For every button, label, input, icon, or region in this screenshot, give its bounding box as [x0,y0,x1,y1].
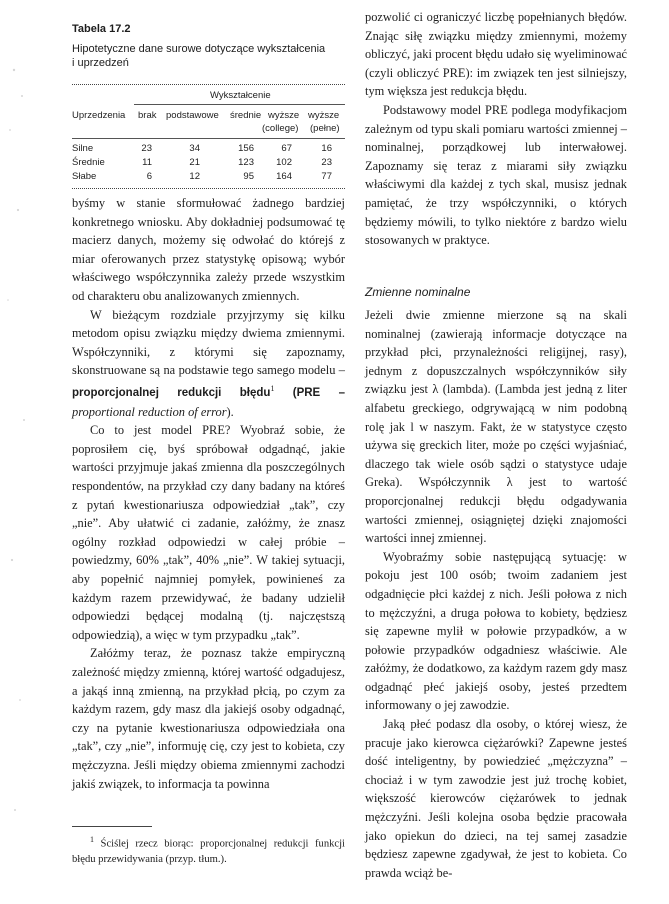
table-cell: 95 [243,171,254,182]
col-header-3: wyższe [268,110,300,121]
table-bottom-rule [72,188,345,189]
pre-close: ). [226,404,234,419]
table-cell: 67 [281,143,292,154]
table-label: Tabela 17.2 [72,23,131,35]
col-sub-4: (pełne) [310,123,340,134]
left-paragraph-2 [72,306,345,422]
right-column-text-bottom [365,306,627,882]
scan-margin-shadow [0,0,40,899]
pre-english: proportional reduction of error [72,404,227,419]
left-paragraph-4: Załóżmy teraz, że poznasz także empiryczną zależność między zmienną, której wartość odgadujesz, a jakąś inną zmienną, na przykład płcią, po czym za każdym razem, gdy masz dla jakiejś osoby odgadnąć, czy na pytanie kwestionariusza odpowiedziała ona „tak”, czy „nie”, informuję cię, czy jest to kobieta, czy mężczyzna. Jeśli między obiema zmiennymi zachodzi jakiś związek, to informacja ta powinna [72,646,345,791]
pre-abbrev: (PRE – [292,387,345,400]
table-cell: 23 [321,157,332,168]
footnote [72,832,345,867]
right-paragraph-1: pozwolić ci ograniczyć liczbę popełnianych błędów. Znając siłę związku między zmiennymi, możemy obliczyć, jaki procent błędu udało się wyeliminować (czyli obliczyć PRE): im związek ten jest silniejszy, tym większa jest redukcja błędu. [365,10,627,99]
table-cell: 16 [321,143,332,154]
section-heading: Zmienne nominalne [365,285,471,299]
pre-term: proporcjonalnej redukcji błędu [72,387,271,400]
table-cell: 21 [189,157,200,168]
left-paragraph-3: Co to jest model PRE? Wyobraź sobie, że poprosiłem cię, byś spróbował odgadnąć, jakie wartości przyjmuje jakaś zmienna dla poszczególnych respondentów, na przykład czy dany badany na któreś z pytań kwestionariusza odpowiedział „tak”, czy „nie”. Aby ułatwić ci zadanie, załóżmy, że znasz ogólny rozkład odpowiedzi w całej próbie – powiedzmy, 60% „tak”, 40% „nie”. W takiej sytuacji, aby popełnić najmniej pomyłek, powinieneś za każdym razem przewidywać, że badany udzielił odpowiedzi będącej modalną (tj. najczęstszą odpowiedzią), a więc w tym przypadku „tak”. [72,423,345,642]
table-group-header: Wykształcenie [210,90,271,101]
table-cell: 11 [142,157,152,168]
table-cell: 102 [276,157,292,168]
table-cell: 6 [146,171,152,182]
table-cell: 23 [141,143,152,154]
table-cell: 156 [238,143,254,154]
table-caption-line1: Hipotetyczne dane surowe dotyczące wykształcenia [72,43,326,55]
col-header-2: średnie [230,110,262,121]
right-paragraph-4: Wyobraźmy sobie następującą sytuację: w pokoju jest 100 osób; twoim zadaniem jest odgadnięcie płci każdej z nich. Jeśli połowa z nich to mężczyźni, a druga połowa to kobiety, będziesz się zapewne mylił w połowie przypadków, a w połowie przypadków odgadniesz właściwie. Ale załóżmy, że dodatkowo, za każdym razem gdy masz odgadnąć płeć jakiejś osoby, jesteś przedtem informowany o jej zawodzie. [365,549,627,713]
table-cell: 34 [189,143,200,154]
right-paragraph-3: Jeżeli dwie zmienne mierzone są na skali nominalnej (zawierają informacje dotyczące na przykład płci, przynależności religijnej, rasy), jednym z dopuszczalnych współczynników siły związku jest λ (lambda). (Lambda jest jedną z liter alfabetu greckiego, odgrywającą w nim podobną rolę jak l w naszym. Fakt, że w statystyce często używa się greckich liter, może po części wyjaśniać, dlaczego tak wiele osób sądzi o statystyce udaje Greka). Współczynnik λ jest to wartość proporcjonalnej redukcji błędu odgadywania wartości zmiennej, osiągniętej dzięki znajomości wartości innej zmiennej. [365,308,627,546]
col-header-1: podstawowe [166,110,219,121]
left-p2-text: W bieżącym rozdziale przyjrzymy się kilku metodom opisu związku między dwiema zmiennymi. Współczynniki, z którymi się zapoznamy, skonstruowane są na podstawie tego samego modelu – [72,307,345,378]
table-cell: 12 [189,171,200,182]
col-header-4: wyższe [308,110,340,121]
table-cell: 164 [276,171,292,182]
left-column-text [72,194,345,793]
footnote-text: Ściślej rzecz biorąc: proporcjonalnej redukcji funkcji błędu przewidywania (przyp. tłum.). [72,838,345,865]
right-paragraph-5: Jaką płeć podasz dla osoby, o której wiesz, że pracuje jako kierowca ciężarówki? Zapewne jesteś dość inteligentny, by powiedzieć „mężczyzna” – chociaż i w tym zawodzie jest już trochę kobiet, większość kierowców ciężarówek to jednak mężczyźni. Jeśli kolejna osoba będzie pracowała jako opiekun do dzieci, na tej samej zasadzie będziesz zapewne zgadywał, że jest to kobieta. Co prawda wciąż be- [365,717,627,880]
row-label-1: Średnie [72,157,105,168]
col-sub-3: (college) [262,123,299,134]
row-label-0: Silne [72,143,94,154]
table-caption-line2: i uprzedzeń [72,57,129,69]
row-label-2: Słabe [72,171,97,182]
table-top-rule [72,84,345,85]
footnote-rule [72,826,152,827]
right-column-text-top [365,8,627,250]
table-cell: 123 [238,157,254,168]
table-cell: 77 [321,171,332,182]
table-header-rule [72,138,345,139]
col-header-0: brak [138,110,157,121]
table-row-header: Uprzedzenia [72,110,126,121]
footnote-ref: 1 [270,383,275,393]
right-paragraph-2: Podstawowy model PRE podlega modyfikacjom zależnym od typu skali pomiaru wartości zmiennej – nominalnej, porządkowej lub interwałowej. Zapoznamy się teraz z miarami siły związku właściwymi dla każdej z tych skal, musisz jednak pamiętać, że trzy współczynniki, o których będziemy mówili, to tylko niektóre z bardzo wielu stosowanych w praktyce. [365,102,627,248]
table-caption [72,22,345,70]
left-paragraph-1: byśmy w stanie sformułować żadnego bardziej konkretnego wniosku. Aby dokładniej podsumować tę macierz danych, możemy się odwołać do którejś z miar oferowanych przez statystykę opisową; wybór właściwego współczynnika zależy przede wszystkim od charakteru obu analizowanych zmiennych. [72,196,345,303]
footnote-mark: 1 [90,835,94,844]
table-group-rule [134,104,345,105]
